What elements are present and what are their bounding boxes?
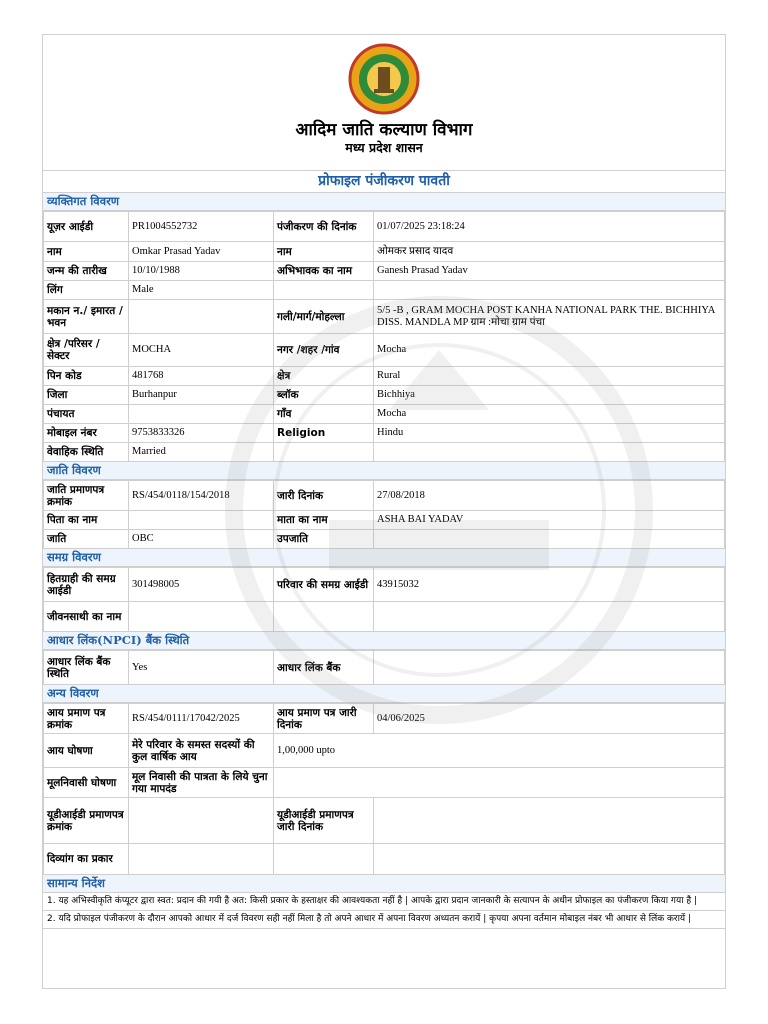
- caste-issue-date-value: 27/08/2018: [374, 481, 725, 511]
- receipt-page: [42, 34, 726, 989]
- udid-label: यूडीआईडी प्रमाणपत्र क्रमांक: [44, 798, 129, 844]
- guardian-label: अभिभावक का नाम: [274, 262, 374, 281]
- page-header: [43, 35, 725, 171]
- mobile-value: 9753833326: [129, 424, 274, 443]
- disability-value: [129, 844, 274, 875]
- name-label: नाम: [44, 242, 129, 262]
- caste-cert-value: RS/454/0118/154/2018: [129, 481, 274, 511]
- spouse-value: [129, 602, 274, 632]
- income-date-value: 04/06/2025: [374, 704, 725, 734]
- udid-date-label: यूडीआईडी प्रमाणपत्र जारी दिनांक: [274, 798, 374, 844]
- samagra-table: [43, 567, 725, 632]
- guardian-value: Ganesh Prasad Yadav: [374, 262, 725, 281]
- receipt-title: प्रोफाइल पंजीकरण पावती: [43, 171, 725, 193]
- dob-value: 10/10/1988: [129, 262, 274, 281]
- family-id-value: 43915032: [374, 568, 725, 602]
- name-value: Omkar Prasad Yadav: [129, 242, 274, 262]
- subcaste-value: [374, 530, 725, 549]
- marital-value: Married: [129, 443, 274, 462]
- name-hi-label: नाम: [274, 242, 374, 262]
- native-text: मूल निवासी की पात्रता के लिये चुना गया मापदंड: [129, 768, 274, 798]
- income-decl-value: 1,00,000 upto: [274, 734, 725, 768]
- father-value: [129, 511, 274, 530]
- pin-value: 481768: [129, 367, 274, 386]
- income-decl-text: मेरे परिवार के समस्त सदस्यों की कुल वार्षिक आय: [129, 734, 274, 768]
- panchayat-value: [129, 405, 274, 424]
- disability-label: दिव्यांग का प्रकार: [44, 844, 129, 875]
- udid-value: [129, 798, 274, 844]
- section-samagra: समग्र विवरण: [43, 549, 725, 567]
- section-personal: व्यक्तिगत विवरण: [43, 193, 725, 211]
- government-name: मध्य प्रदेश शासन: [345, 140, 423, 155]
- user-id-value: PR1004552732: [129, 212, 274, 242]
- income-decl-label: आय घोषणा: [44, 734, 129, 768]
- aadhaar-table: [43, 650, 725, 685]
- religion-label: Religion: [274, 424, 374, 443]
- personal-table: [43, 211, 725, 462]
- caste-table: [43, 480, 725, 549]
- mp-government-emblem-icon: [348, 43, 420, 115]
- mobile-label: मोबाइल नंबर: [44, 424, 129, 443]
- aadhaar-status-label: आधार लिंक बैंक स्थिति: [44, 651, 129, 685]
- street-value: 5/5 -B , GRAM MOCHA POST KANHA NATIONAL PARK THE. BICHHIYA DISS. MANDLA MP ग्राम :मोचा ग्राम पंचा: [374, 300, 725, 334]
- gender-value: Male: [129, 281, 274, 300]
- reg-date-value: 01/07/2025 23:18:24: [374, 212, 725, 242]
- income-cert-value: RS/454/0111/17042/2025: [129, 704, 274, 734]
- beneficiary-id-value: 301498005: [129, 568, 274, 602]
- caste-issue-date-label: जारी दिनांक: [274, 481, 374, 511]
- gender-label: लिंग: [44, 281, 129, 300]
- father-label: पिता का नाम: [44, 511, 129, 530]
- caste-label: जाति: [44, 530, 129, 549]
- aadhaar-bank-value: [374, 651, 725, 685]
- income-date-label: आय प्रमाण पत्र जारी दिनांक: [274, 704, 374, 734]
- religion-value: Hindu: [374, 424, 725, 443]
- area-label: क्षेत्र /परिसर / सेक्टर: [44, 334, 129, 367]
- beneficiary-id-label: हितग्राही की समग्र आईडी: [44, 568, 129, 602]
- district-label: जिला: [44, 386, 129, 405]
- department-name: आदिम जाति कल्याण विभाग: [295, 120, 473, 140]
- panchayat-label: पंचायत: [44, 405, 129, 424]
- native-value: [274, 768, 725, 798]
- pin-label: पिन कोड: [44, 367, 129, 386]
- city-value: Mocha: [374, 334, 725, 367]
- user-id-label: यूज़र आईडी: [44, 212, 129, 242]
- dob-label: जन्म की तारीख: [44, 262, 129, 281]
- general-note-2: 2. यदि प्रोफाइल पंजीकरण के दौरान आपको आधार में दर्ज विवरण सही नहीं मिला है तो अपने आधार में अपना विवरण अध्यतन करायें | कृपया अपना वर्तमान मोबाइल नंबर भी आधार से लिंक करायें |: [43, 911, 725, 929]
- mother-label: माता का नाम: [274, 511, 374, 530]
- house-label: मकान न./ इमारत /भवन: [44, 300, 129, 334]
- family-id-label: परिवार की समग्र आईडी: [274, 568, 374, 602]
- section-general: सामान्य निर्देश: [43, 875, 725, 893]
- area-value: MOCHA: [129, 334, 274, 367]
- street-label: गली/मार्ग/मोहल्ला: [274, 300, 374, 334]
- subcaste-label: उपजाति: [274, 530, 374, 549]
- spouse-label: जीवनसाथी का नाम: [44, 602, 129, 632]
- marital-label: वेवाहिक स्थिति: [44, 443, 129, 462]
- house-value: [129, 300, 274, 334]
- section-other: अन्य विवरण: [43, 685, 725, 703]
- other-table: [43, 703, 725, 875]
- city-label: नगर /शहर /गांव: [274, 334, 374, 367]
- reg-date-label: पंजीकरण की दिनांक: [274, 212, 374, 242]
- general-note-1: 1. यह अभिस्वीकृति कंप्यूटर द्वारा स्वत: प्रदान की गयी है अत: किसी प्रकार के हस्ताक्षर की आवश्यकता नहीं है | आपके द्वारा प्रदान जानकारी के सत्यापन के अधीन प्रोफाइल का पंजीकरण किया गया है |: [43, 893, 725, 911]
- district-value: Burhanpur: [129, 386, 274, 405]
- section-aadhaar: आधार लिंक(NPCI) बैंक स्थिति: [43, 632, 725, 650]
- village-label: गाँव: [274, 405, 374, 424]
- village-value: Mocha: [374, 405, 725, 424]
- native-label: मूलनिवासी घोषणा: [44, 768, 129, 798]
- caste-value: OBC: [129, 530, 274, 549]
- region-value: Rural: [374, 367, 725, 386]
- name-hi-value: ओमकर प्रसाद यादव: [374, 242, 725, 262]
- aadhaar-status-value: Yes: [129, 651, 274, 685]
- block-label: ब्लॉक: [274, 386, 374, 405]
- block-value: Bichhiya: [374, 386, 725, 405]
- udid-date-value: [374, 798, 725, 844]
- region-label: क्षेत्र: [274, 367, 374, 386]
- aadhaar-bank-label: आधार लिंक बैंक: [274, 651, 374, 685]
- section-caste: जाति विवरण: [43, 462, 725, 480]
- income-cert-label: आय प्रमाण पत्र क्रमांक: [44, 704, 129, 734]
- caste-cert-label: जाति प्रमाणपत्र क्रमांक: [44, 481, 129, 511]
- mother-value: ASHA BAI YADAV: [374, 511, 725, 530]
